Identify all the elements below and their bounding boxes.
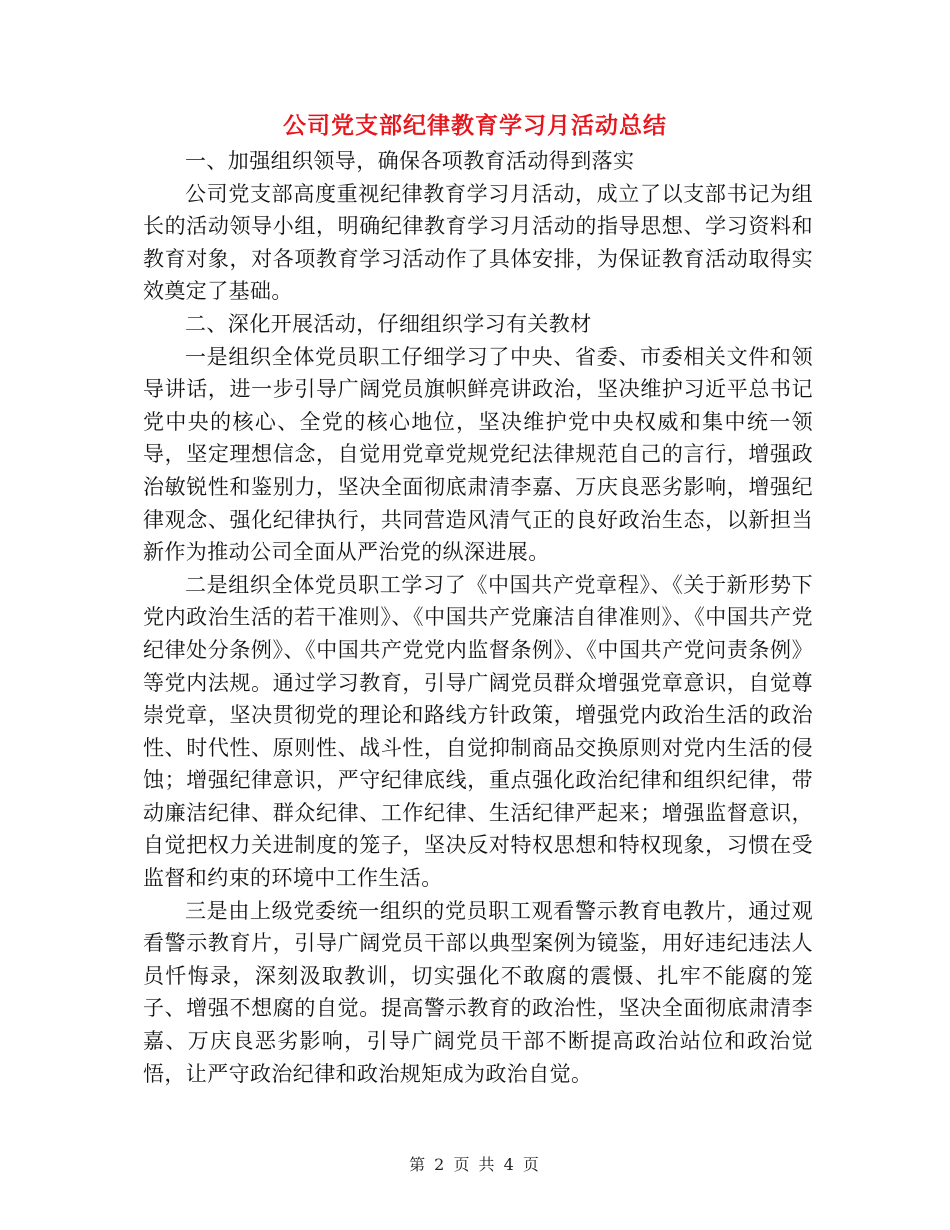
paragraph-organization: 公司党支部高度重视纪律教育学习月活动，成立了以支部书记为组长的活动领导小组，明确纪律教育学习月活动的指导思想、学习资料和教育对象，对各项教育学习活动作了具体安排，为保证教育活动取得实效奠定了基础。 [143,181,813,304]
paragraph-study-documents: 一是组织全体党员职工仔细学习了中央、省委、市委相关文件和领导讲话，进一步引导广阔党员旗帜鲜亮讲政治，坚决维护习近平总书记党中央的核心、全党的核心地位，坚决维护党中央权威和集中统一领导，坚定理想信念，自觉用党章党规党纪法律规范自己的言行，增强政治敏锐性和鉴别力，坚决全面彻底肃清李嘉、万庆良恶劣影响，增强纪律观念、强化纪律执行，共同营造风清气正的良好政治生态，以新担当新作为推动公司全面从严治党的纵深进展。 [143,344,813,565]
section-heading-1: 一、加强组织领导，确保各项教育活动得到落实 [185,149,635,173]
document-title: 公司党支部纪律教育学习月活动总结 [283,112,667,139]
section-heading-2: 二、深化开展活动，仔细组织学习有关教材 [185,311,592,336]
paragraph-warning-education: 三是由上级党委统一组织的党员职工观看警示教育电教片，通过观看警示教育片，引导广阔党员干部以典型案例为镜鉴，用好违纪违法人员忏悔录，深刻汲取教训，切实强化不敢腐的震慑、扎牢不能腐的笼子、增强不想腐的自觉。提高警示教育的政治性，坚决全面彻底肃清李嘉、万庆良恶劣影响，引导广阔党员干部不断提高政治站位和政治觉悟，让严守政治纪律和政治规矩成为政治自觉。 [143,898,813,1086]
document-body [143,145,813,1090]
page-number-footer: 第 2 页 共 4 页 [409,1155,541,1174]
paragraph-study-regulations: 二是组织全体党员职工学习了《中国共产党章程》、《关于新形势下党内政治生活的若干准则》、《中国共产党廉洁自律准则》、《中国共产党纪律处分条例》、《中国共产党党内监督条例》、《中国共产党问责条例》等党内法规。通过学习教育，引导广阔党员群众增强党章意识，自觉尊崇党章，坚决贯彻党的理论和路线方针政策，增强党内政治生活的政治性、时代性、原则性、战斗性，自觉抑制商品交换原则对党内生活的侵蚀；增强纪律意识，严守纪律底线，重点强化政治纪律和组织纪律，带动廉洁纪律、群众纪律、工作纪律、生活纪律严起来；增强监督意识，自觉把权力关进制度的笼子，坚决反对特权思想和特权现象，习惯在受监督和约束的环境中工作生活。 [143,572,813,891]
